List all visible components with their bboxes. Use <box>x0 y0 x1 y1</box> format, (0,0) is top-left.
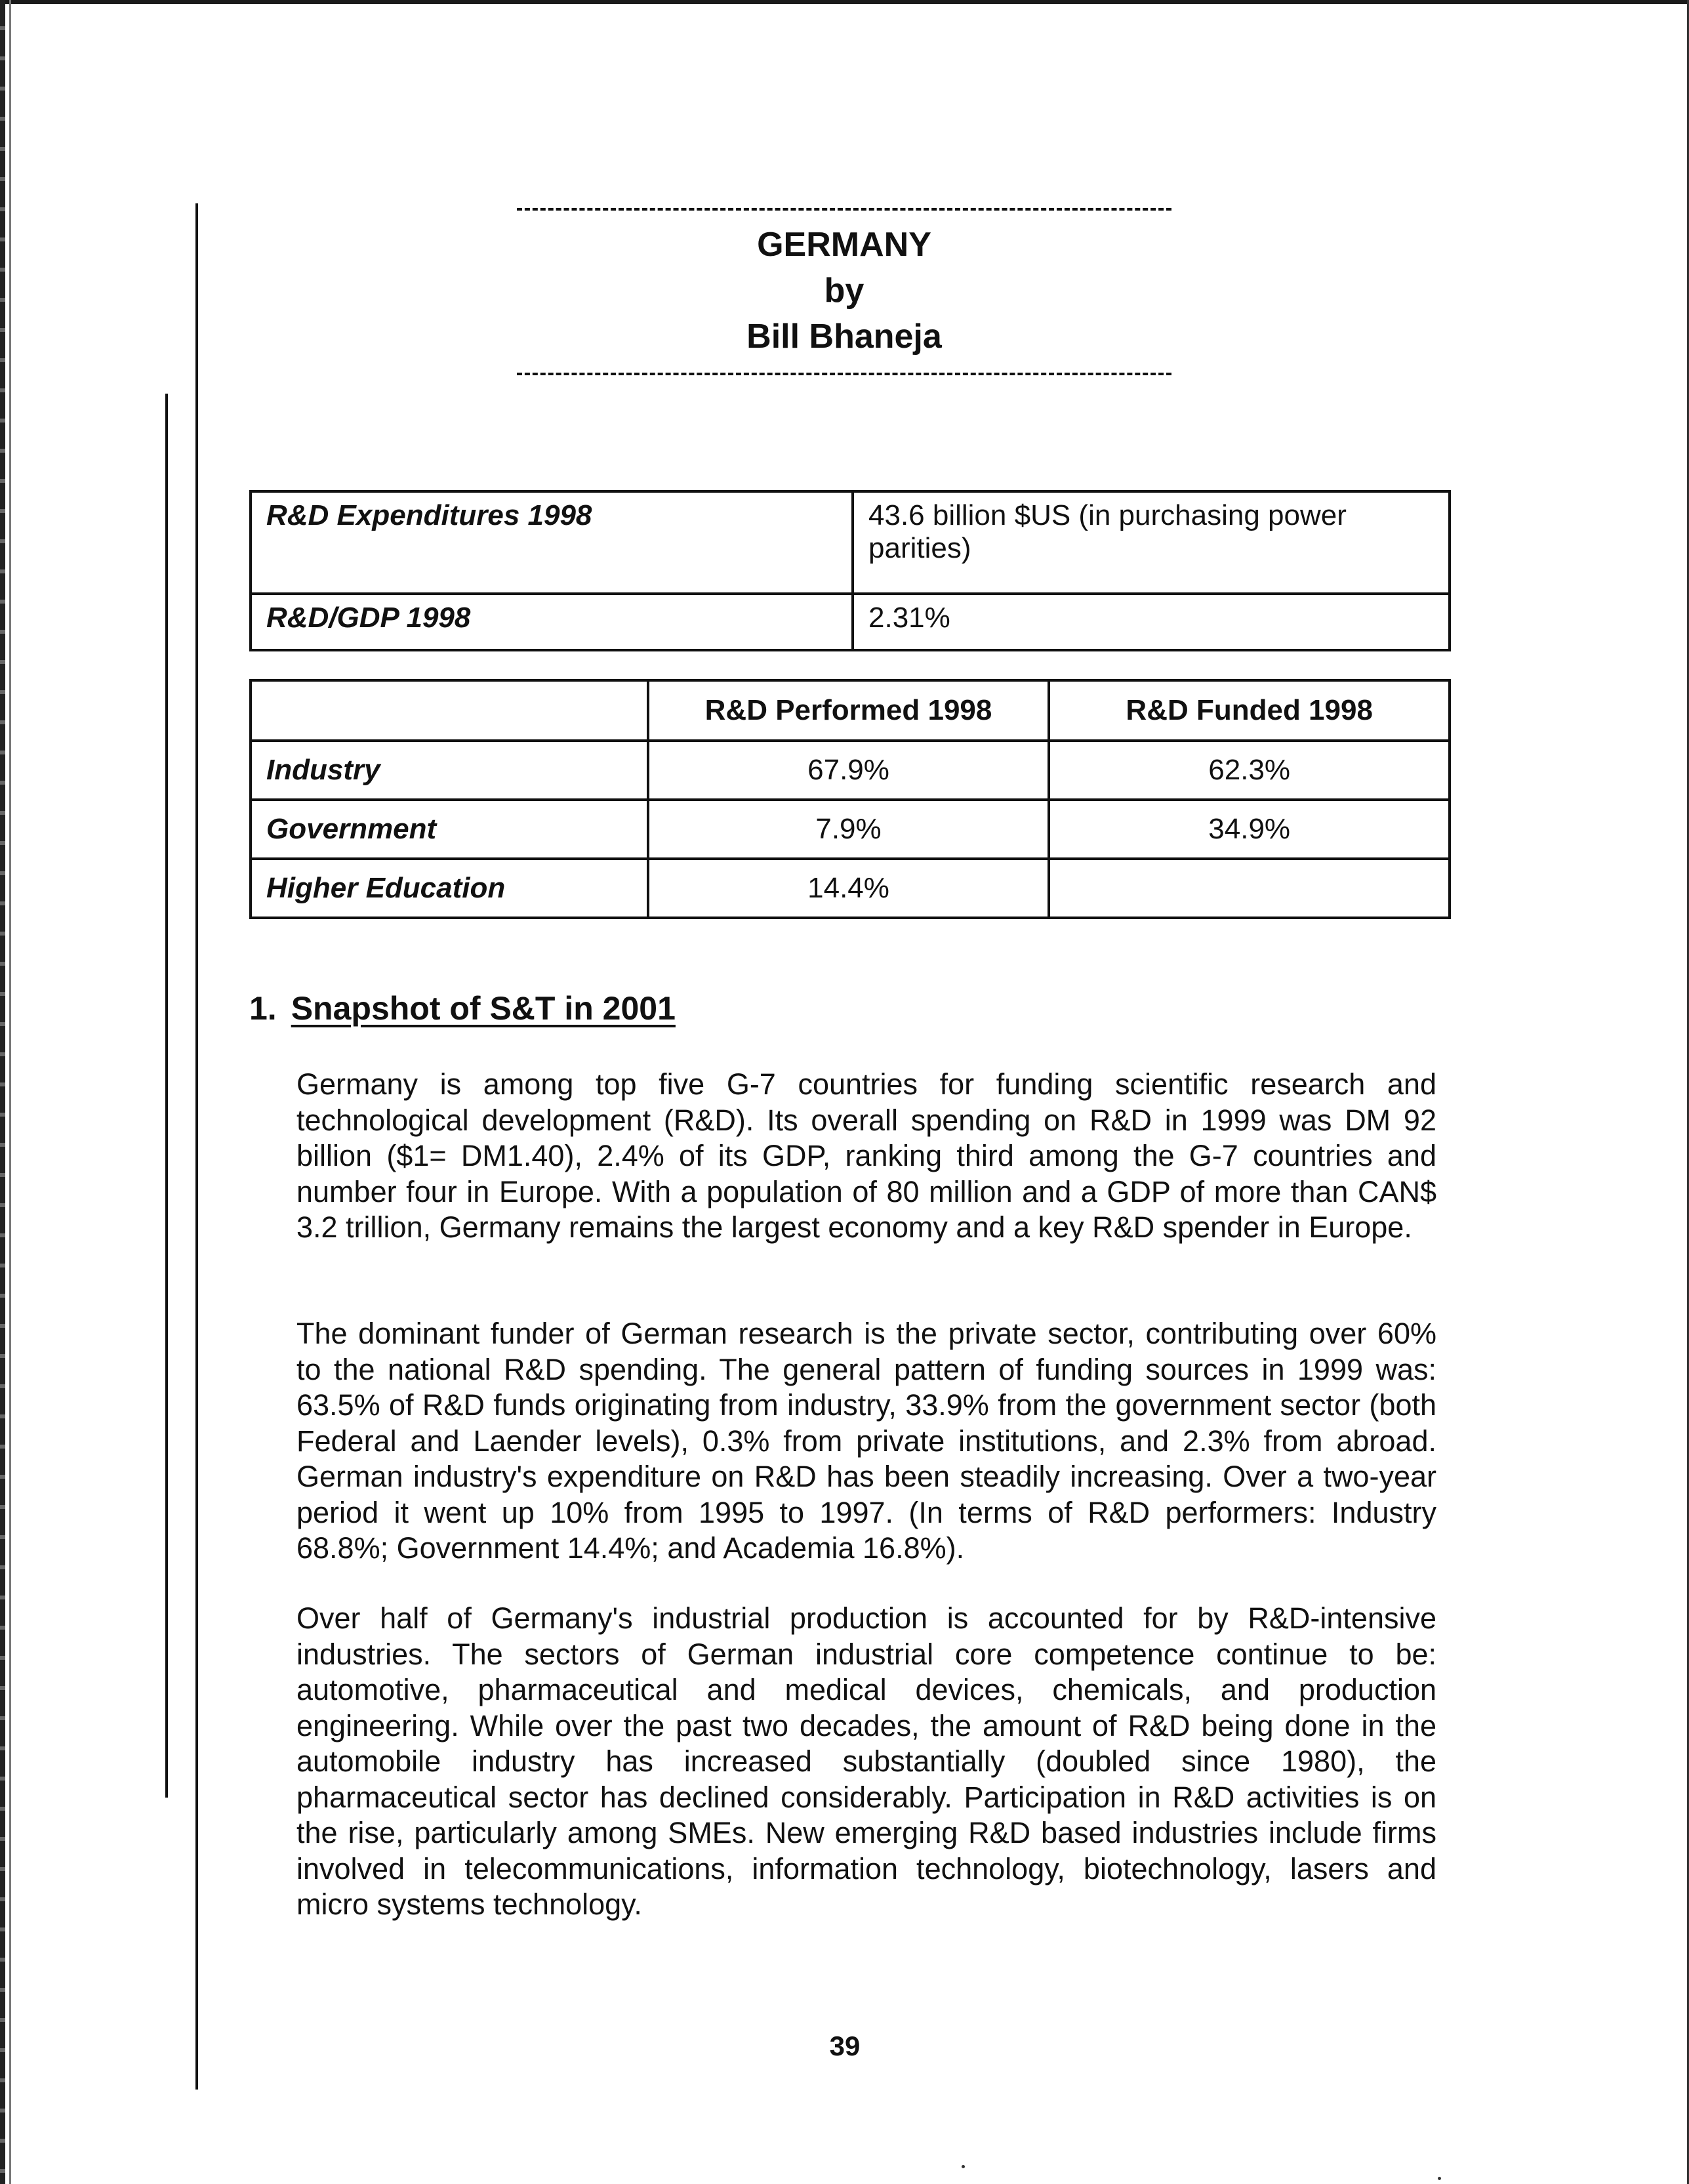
performed-value: 14.4% <box>648 859 1049 918</box>
table-row <box>251 800 1450 859</box>
column-header-funded: R&D Funded 1998 <box>1049 680 1450 741</box>
summary-label: R&D/GDP 1998 <box>251 594 853 650</box>
performed-value: 67.9% <box>648 741 1049 800</box>
summary-table <box>249 490 1451 651</box>
summary-value: 43.6 billion $US (in purchasing power parities) <box>853 491 1450 594</box>
summary-value: 2.31% <box>853 594 1450 650</box>
table-row <box>251 859 1450 918</box>
author-name: Bill Bhaneja <box>746 318 942 356</box>
funded-value <box>1049 859 1450 918</box>
body-paragraph: Germany is among top five G-7 countries for funding scientific research and technological development (R&D). Its overall spending on R&D in 1999 was DM 92 billion ($1= DM1.40), 2.4% of its GDP, ranking third among the G-7 countries and number four in Europe. With a population of 80 million and a GDP of more than CAN$ 3.2 trillion, Germany remains the largest economy and a key R&D spender in Europe. <box>296 1067 1436 1244</box>
page-title: GERMANY <box>757 226 931 264</box>
scan-edge-left <box>0 0 5 2184</box>
title-divider-bottom <box>517 373 1171 375</box>
table-row <box>251 741 1450 800</box>
rd-performance-table <box>249 679 1451 919</box>
byline-by: by <box>824 272 865 310</box>
table-row <box>251 491 1450 594</box>
section-title: Snapshot of S&T in 2001 <box>291 990 676 1027</box>
title-divider-top <box>517 208 1171 211</box>
section-heading <box>249 989 676 1027</box>
column-header-performed: R&D Performed 1998 <box>648 680 1049 741</box>
page-number: 39 <box>829 2030 861 2061</box>
title-block <box>517 222 1171 360</box>
sector-label: Government <box>251 800 648 859</box>
body-paragraph: Over half of Germany's industrial production is accounted for by R&D-intensive industries. The sectors of German industrial core competence continue to be: automotive, pharmaceutical and medical devices, chemicals, and production engineering. While over the past two decades, the amount of R&D being done in the automobile industry has increased substantially (doubled since 1980), the pharmaceutical sector has declined considerably. Participation in R&D activities is on the rise, particularly among SMEs. New emerging R&D based industries include firms involved in telecommunications, information technology, biotechnology, lasers and micro systems technology. <box>296 1601 1436 1921</box>
margin-bar-inner <box>165 394 168 1798</box>
sector-label: Industry <box>251 741 648 800</box>
scan-speck <box>1438 2177 1441 2180</box>
sector-label: Higher Education <box>251 859 648 918</box>
margin-bar-outer <box>195 203 198 2090</box>
table-header-row <box>251 680 1450 741</box>
section-number: 1. <box>249 990 277 1027</box>
column-header-blank <box>251 680 648 741</box>
body-paragraph: The dominant funder of German research is the private sector, contributing over 60% to the national R&D spending. The general pattern of funding sources in 1999 was: 63.5% of R&D funds originating from industry, 33.9% from the government sector (both Federal and Laender levels), 0.3% from private institutions, and 2.3% from abroad. German industry's expenditure on R&D has been steadily increasing. Over a two-year period it went up 10% from 1995 to 1997. (In terms of R&D performers: Industry 68.8%; Government 14.4%; and Academia 16.8%). <box>296 1317 1436 1565</box>
funded-value: 34.9% <box>1049 800 1450 859</box>
scan-edge-top <box>0 0 1689 4</box>
funded-value: 62.3% <box>1049 741 1450 800</box>
performed-value: 7.9% <box>648 800 1049 859</box>
scan-edge-left-inner <box>9 0 11 2184</box>
table-row <box>251 594 1450 650</box>
scan-speck <box>962 2165 965 2168</box>
summary-label: R&D Expenditures 1998 <box>251 491 853 594</box>
